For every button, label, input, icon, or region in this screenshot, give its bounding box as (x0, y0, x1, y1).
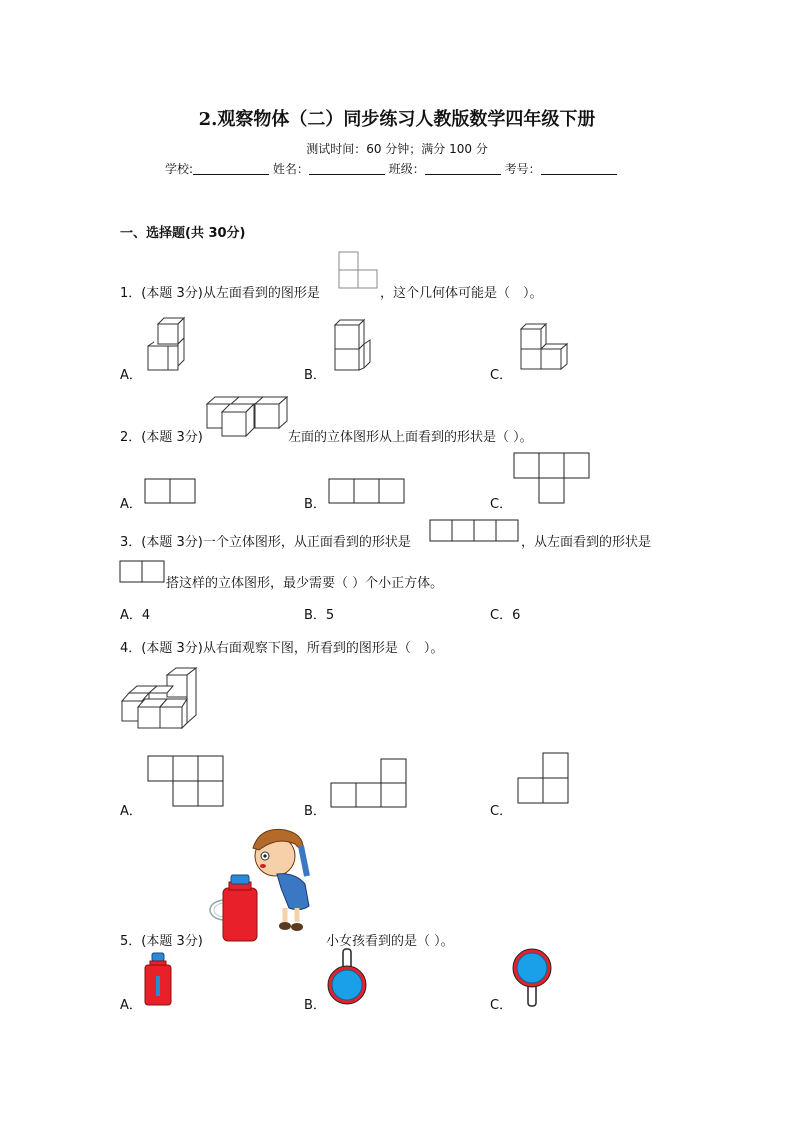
q3-option-b[interactable]: B．5 (304, 608, 335, 623)
question-3-prefix: 3．(本题 3分)一个立体图形，从正面看到的形状是 (120, 535, 411, 550)
q5-option-a-bottle-front-view (143, 952, 173, 1008)
name-blank[interactable] (309, 162, 385, 175)
q3-option-c[interactable]: C．6 (490, 608, 521, 623)
question-3-line2: 搭这样的立体图形，最少需要（ ）个小正方体。 (166, 576, 444, 591)
exam-number-label: 考号： (504, 162, 541, 176)
q1-option-a-figure (148, 316, 188, 372)
q4-option-c-label[interactable]: C． (490, 804, 513, 819)
q3-option-a[interactable]: A．4 (120, 608, 151, 623)
q2-option-a-figure (144, 478, 198, 506)
q2-option-c-label[interactable]: C． (490, 497, 513, 512)
school-label: 学校: (165, 162, 194, 176)
q3-left-view-figure (119, 560, 167, 584)
page-title: 2.观察物体（二）同步练习人教版数学四年级下册 (198, 109, 596, 130)
q2-option-b-label[interactable]: B． (304, 497, 326, 512)
class-label: 班级： (388, 162, 425, 176)
student-info-row (165, 160, 617, 177)
question-5-suffix: 小女孩看到的是（ ）。 (326, 934, 454, 949)
q2-option-a-label[interactable]: A． (120, 497, 142, 512)
q1-left-view-figure (338, 251, 380, 291)
question-1-prefix: 1．(本题 3分)从左面看到的图形是 (120, 286, 320, 301)
question-2-prefix: 2．(本题 3分) (120, 430, 203, 445)
q3-front-view-figure (429, 519, 521, 543)
q4-option-b-label[interactable]: B． (304, 804, 326, 819)
q2-option-b-figure (328, 478, 408, 506)
name-label: 姓名： (272, 162, 309, 176)
q4-option-c-figure (517, 752, 573, 806)
q5-scene-illustration (205, 826, 321, 944)
question-5-prefix: 5．(本题 3分) (120, 934, 203, 949)
q5-option-c-label[interactable]: C． (490, 998, 513, 1013)
test-info: 测试时间：60 分钟；满分 100 分 (306, 142, 488, 156)
q5-option-b-label[interactable]: B． (304, 998, 326, 1013)
q2-option-c-figure (513, 452, 593, 506)
q1-option-c-label[interactable]: C． (490, 368, 513, 383)
q5-option-c-circle-view (511, 948, 553, 1008)
class-blank[interactable] (425, 162, 501, 175)
q1-option-b-figure (333, 318, 373, 372)
q4-option-b-figure (330, 758, 410, 810)
question-4-text: 4．(本题 3分)从右面观察下图，所看到的图形是（ ）。 (120, 641, 444, 656)
q1-option-c-figure (519, 322, 571, 372)
q5-option-a-label[interactable]: A． (120, 998, 142, 1013)
exam-number-blank[interactable] (541, 162, 617, 175)
school-blank[interactable] (193, 162, 269, 175)
q1-option-b-label[interactable]: B． (304, 368, 326, 383)
q4-option-a-label[interactable]: A． (120, 804, 142, 819)
question-1-suffix: ，这个几何体可能是（ ）。 (380, 286, 543, 301)
q2-solid-figure (205, 396, 289, 438)
q4-option-a-figure (147, 755, 227, 809)
section-heading: 一、选择题(共 30分) (120, 226, 246, 241)
q4-solid-figure (121, 667, 201, 731)
question-2-suffix: 左面的立体图形从上面看到的形状是（ ）。 (288, 430, 533, 445)
question-3-middle: ，从左面看到的形状是 (521, 535, 652, 550)
q1-option-a-label[interactable]: A． (120, 368, 142, 383)
q5-option-b-circle-view (326, 948, 368, 1006)
